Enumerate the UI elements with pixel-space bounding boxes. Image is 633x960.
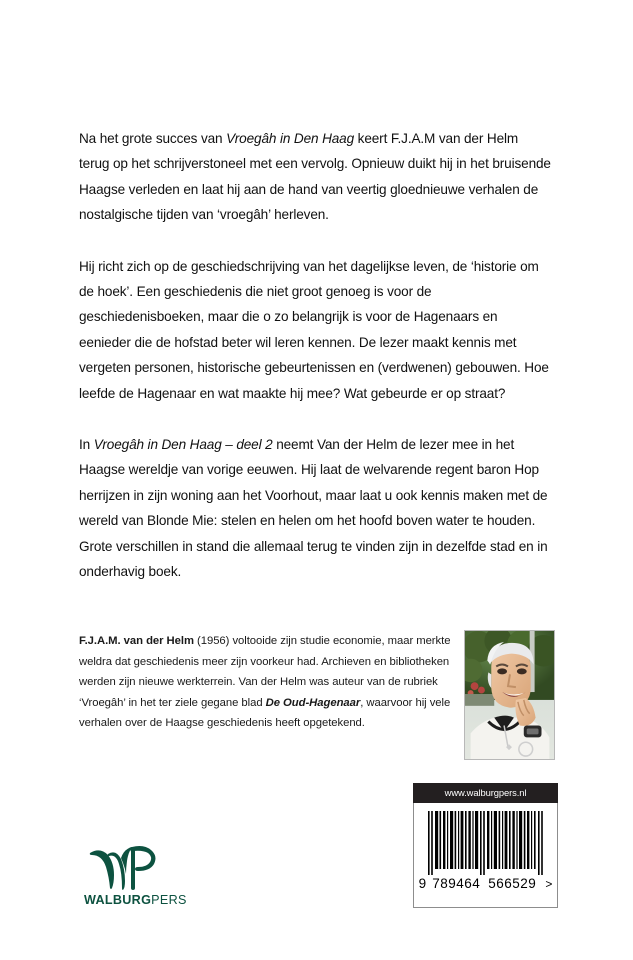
blurb-paragraph-3 [79,432,551,584]
author-photo [464,630,555,760]
author-bio-text [79,631,451,734]
author-bio-seg4: , waarvoor hij vele verhalen over de Haagse geschiedenis heeft opgetekend. [79,696,451,730]
barcode-digit-group-1: 789464 [432,876,481,891]
book-title-italic: Vroegâh in Den Haag [226,131,355,146]
blurb-paragraph-1 [79,126,551,228]
blurb-paragraph-2 [79,254,551,406]
barcode-digits [414,876,557,891]
blurb-p3-seg3: neemt Van der Helm de lezer mee in het Haagse wereldje van vorige eeuwen. Hij laat de welvarende regent baron Hop herrijzen in zijn woning aan het Voorhout, maar laat u ook kennis maken met de wereld van Blonde Mie: stelen en helen om het hoofd boven water te houden. Grote verschillen in stand die allemaal terug te vinden zijn in dezelfde stad en in onderhavig boek. [79,437,548,580]
blurb-p2-seg1: Hij richt zich op de geschiedschrijving van het dagelijkse leven, de ‘historie om de hoek’. Een geschiedenis die niet groot genoeg is voor de geschiedenisboeken, maar die o zo belangrijk is voor de Hagenaars en eenieder die de hofstad beter wil leren kennen. De lezer maakt kennis met vergeten personen, historische gebeurtenissen en (verdwenen) gebouwen. Hoe leefde de Hagenaar en wat maakte hij mee? Wat gebeurde er op straat? [79,258,549,401]
barcode-bars [427,811,545,875]
publisher-name-bold: WALBURG [84,893,152,907]
author-bio [79,631,451,734]
barcode-digit-group-2: 566529 [488,876,537,891]
publisher-website-banner: www.walburgpers.nl [413,783,558,803]
magazine-title: De Oud-Hagenaar [265,696,361,709]
publisher-name-light: PERS [151,893,187,907]
author-name: F.J.A.M. van der Helm [79,635,194,647]
blurb-p3-seg1: In [79,437,94,453]
blurb-p1-seg1: Na het grote succes van [79,131,227,146]
barcode-caret: > [545,877,553,891]
blurb-p1-seg3: keert F.J.A.M van der Helm terug op het schrijverstoneel met een vervolg. Opnieuw duikt hij in het bruisende Haagse verleden en laat hij aan de hand van veertig gloednieuwe verhalen de nostalgische tijden van ‘vroegâh’ herleven. [79,131,551,223]
publisher-wordmark [84,893,188,907]
back-cover-blurb [79,126,551,585]
barcode-digit-left: 9 [418,876,427,891]
author-bio-seg2: (1956) voltooide zijn studie economie, maar merkte weldra dat geschiedenis meer zijn voorkeur had. Archieven en bibliotheken werden zijn nieuwe werkterrein. Van der Helm was auteur van de rubriek ‘Vroegâh’ in het ter ziele gegane blad [79,635,451,709]
isbn-barcode-block [413,783,558,908]
publisher-logo [84,841,188,907]
author-photo-image [465,631,554,759]
book-title-part2-italic: Vroegâh in Den Haag – deel 2 [93,437,273,453]
wp-monogram-icon [88,841,160,891]
